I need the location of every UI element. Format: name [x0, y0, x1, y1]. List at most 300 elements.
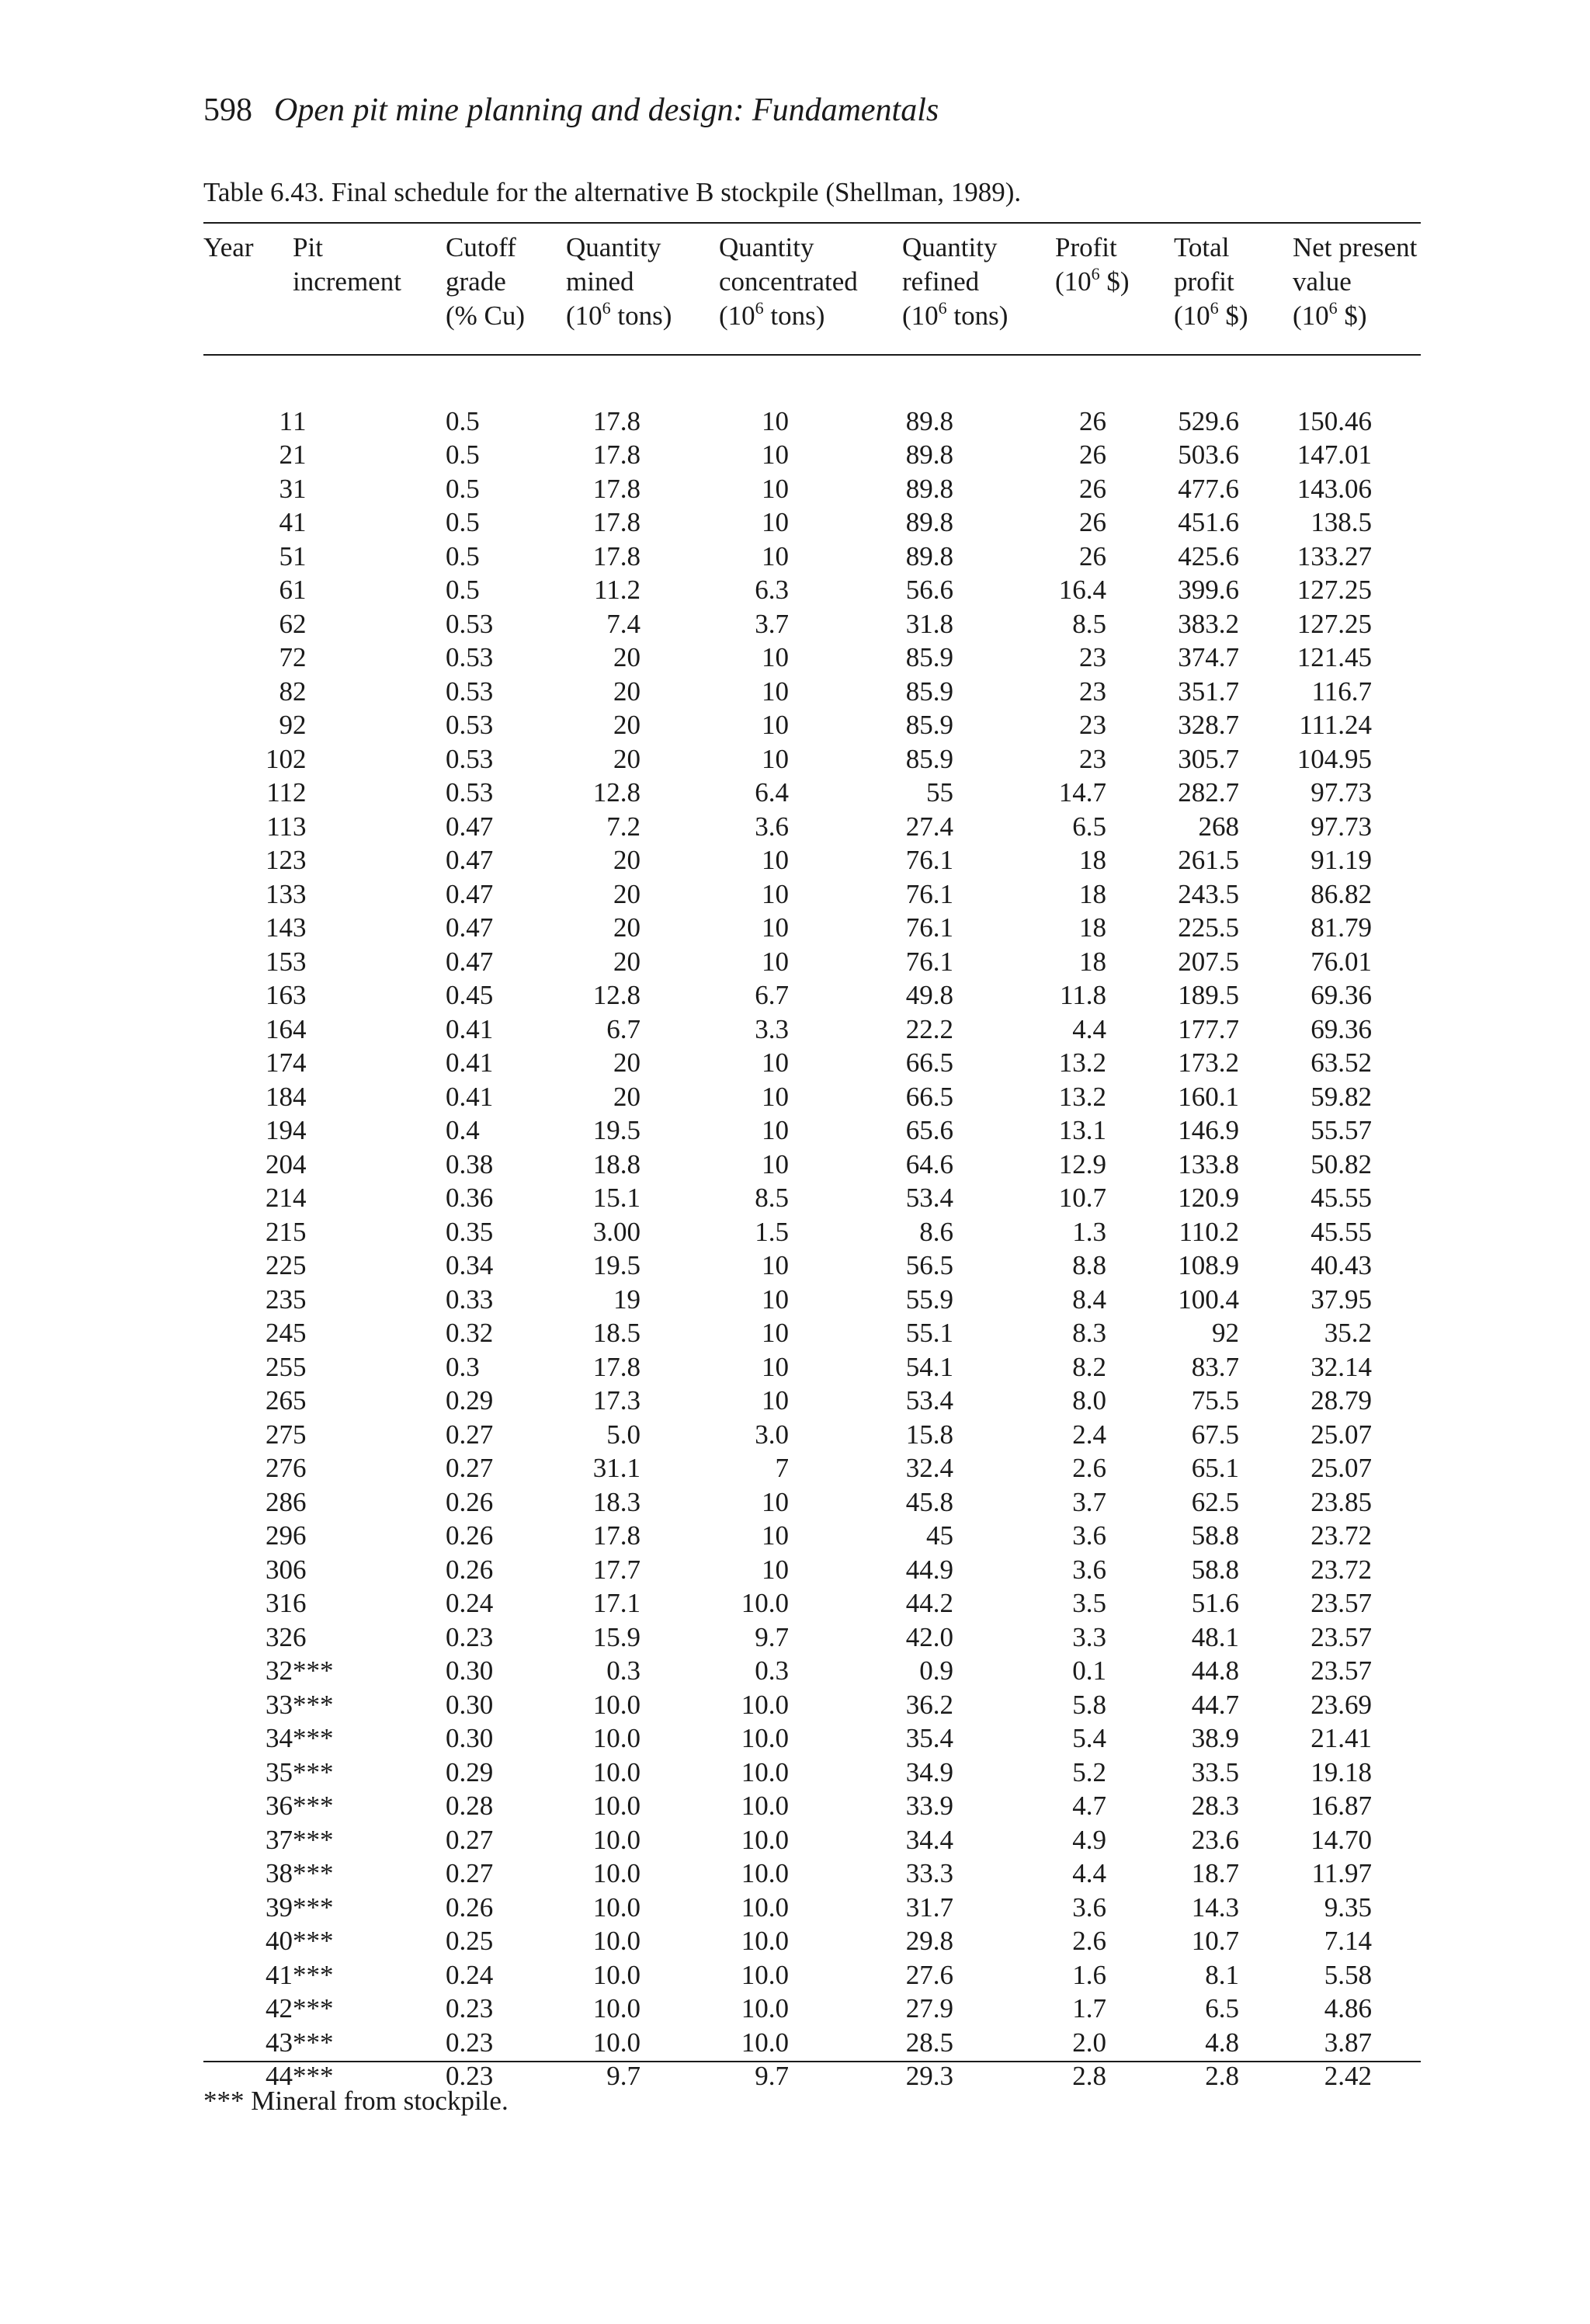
cutoff-grade-cell: 0.41 [446, 1047, 494, 1078]
cutoff-grade-cell: 0.29 [446, 1385, 494, 1416]
quantity-refined-cell: 76.1 [905, 845, 953, 875]
quantity-concentrated-cell: 0.3 [755, 1655, 789, 1686]
table-row [203, 1519, 1421, 1553]
quantity-concentrated-cell: 10 [762, 1486, 789, 1517]
spacer-row [203, 370, 1421, 405]
table-row [203, 1080, 1421, 1114]
profit-cell: 2.0 [1072, 2027, 1106, 2058]
total-profit-cell: 14.3 [1191, 1892, 1239, 1923]
cutoff-grade-cell: 0.27 [446, 1419, 494, 1450]
table-header [203, 231, 1421, 370]
pit-increment-cell: 3 [293, 845, 307, 875]
table-row [203, 1215, 1421, 1249]
pit-increment-cell: 6 [293, 1520, 307, 1551]
quantity-concentrated-cell: 1.5 [755, 1216, 789, 1247]
column-header [1174, 231, 1293, 370]
quantity-refined-cell: 45 [926, 1520, 953, 1551]
table-row [203, 1924, 1421, 1958]
year-cell: 21 [266, 1216, 293, 1247]
year-cell: 6 [279, 575, 293, 605]
total-profit-cell: 100.4 [1178, 1284, 1239, 1315]
cutoff-grade-cell: 0.53 [446, 608, 494, 639]
cutoff-grade-cell: 0.41 [446, 1013, 494, 1044]
year-cell: 30 [266, 1554, 293, 1585]
year-cell: 33 [266, 1689, 293, 1720]
quantity-mined-cell: 17.8 [592, 540, 641, 571]
pit-increment-cell: 4 [293, 1148, 307, 1179]
quantity-concentrated-cell: 10 [762, 405, 789, 436]
total-profit-cell: 305.7 [1178, 743, 1239, 774]
page-header [203, 92, 939, 129]
running-title: Open pit mine planning and design: Fundamentals [274, 92, 939, 128]
table-row [203, 1756, 1421, 1790]
total-profit-cell: 92 [1212, 1318, 1239, 1348]
profit-cell: 13.2 [1058, 1047, 1106, 1078]
year-cell: 29 [266, 1520, 293, 1551]
column-header [1055, 231, 1174, 370]
year-cell: 23 [266, 1284, 293, 1315]
quantity-concentrated-cell: 3.7 [755, 608, 789, 639]
pit-increment-cell: 5 [293, 1419, 307, 1450]
cutoff-grade-cell: 0.24 [446, 1588, 494, 1618]
year-cell: 32 [266, 1655, 293, 1686]
year-cell: 39 [266, 1892, 293, 1923]
table-row [203, 1823, 1421, 1857]
quantity-mined-cell: 17.7 [592, 1554, 641, 1585]
quantity-refined-cell: 33.3 [905, 1858, 953, 1888]
quantity-mined-cell: 7.2 [606, 811, 641, 842]
quantity-concentrated-cell: 10.0 [741, 1993, 789, 2024]
table-row [203, 1586, 1421, 1621]
year-cell: 11 [266, 777, 293, 808]
quantity-concentrated-cell: 10.0 [741, 1959, 789, 1990]
table-row [203, 1654, 1421, 1688]
pit-increment-cell: 1 [293, 507, 307, 537]
quantity-mined-cell: 5.0 [606, 1419, 641, 1450]
cutoff-grade-cell: 0.5 [446, 575, 480, 605]
pit-increment-cell: 6 [293, 1588, 307, 1618]
cutoff-grade-cell: 0.35 [446, 1216, 494, 1247]
quantity-concentrated-cell: 10.0 [741, 1926, 789, 1956]
table-row [203, 1992, 1421, 2026]
table-top-rule [203, 222, 1421, 224]
total-profit-cell: 268 [1198, 811, 1239, 842]
pit-increment-cell: 3 [293, 811, 307, 842]
year-cell: 3 [279, 473, 293, 504]
net-present-value-cell: 23.57 [1311, 1588, 1372, 1618]
column-header-line: Profit [1055, 232, 1117, 262]
table-row [203, 810, 1421, 844]
quantity-mined-cell: 19 [613, 1284, 641, 1315]
quantity-concentrated-cell: 10.0 [741, 2027, 789, 2058]
cutoff-grade-cell: 0.47 [446, 878, 494, 909]
net-present-value-cell: 86.82 [1311, 878, 1372, 909]
total-profit-cell: 6.5 [1205, 1993, 1239, 2024]
profit-cell: 26 [1079, 405, 1106, 436]
quantity-concentrated-cell: 10 [762, 1148, 789, 1179]
quantity-refined-cell: 85.9 [905, 710, 953, 740]
quantity-refined-cell: 55 [926, 777, 953, 808]
quantity-refined-cell: 76.1 [905, 912, 953, 943]
column-header-line: ($10^6$ tons) [566, 298, 672, 331]
year-cell: 44 [266, 2061, 293, 2091]
quantity-refined-cell: 15.8 [905, 1419, 953, 1450]
profit-cell: 3.6 [1072, 1554, 1106, 1585]
year-cell: 38 [266, 1858, 293, 1888]
column-header-line: grade [446, 266, 506, 297]
quantity-mined-cell: 10.0 [592, 1959, 641, 1990]
quantity-refined-cell: 55.1 [905, 1318, 953, 1348]
quantity-concentrated-cell: 6.7 [755, 980, 789, 1010]
year-cell: 5 [279, 540, 293, 571]
cutoff-grade-cell: 0.30 [446, 1723, 494, 1753]
net-present-value-cell: 111.24 [1299, 710, 1372, 740]
net-present-value-cell: 40.43 [1311, 1250, 1372, 1280]
profit-cell: 11.8 [1060, 980, 1106, 1010]
pit-increment-cell: *** [293, 1791, 334, 1821]
year-cell: 18 [266, 1081, 293, 1112]
quantity-concentrated-cell: 10.0 [741, 1858, 789, 1888]
quantity-refined-cell: 56.6 [905, 575, 953, 605]
cutoff-grade-cell: 0.23 [446, 1621, 494, 1652]
net-present-value-cell: 23.69 [1311, 1689, 1372, 1720]
quantity-refined-cell: 89.8 [905, 540, 953, 571]
pit-increment-cell: 3 [293, 946, 307, 977]
quantity-concentrated-cell: 10 [762, 1115, 789, 1145]
quantity-mined-cell: 20 [613, 710, 641, 740]
year-cell: 8 [279, 676, 293, 707]
quantity-concentrated-cell: 10 [762, 1081, 789, 1112]
pit-increment-cell: 5 [293, 1385, 307, 1416]
table-row [203, 1384, 1421, 1418]
quantity-mined-cell: 10.0 [592, 1926, 641, 1956]
cutoff-grade-cell: 0.5 [446, 405, 480, 436]
quantity-concentrated-cell: 8.5 [755, 1183, 789, 1213]
table-row [203, 978, 1421, 1013]
profit-cell: 26 [1079, 507, 1106, 537]
total-profit-cell: 44.7 [1191, 1689, 1239, 1720]
profit-cell: 8.2 [1072, 1351, 1106, 1382]
quantity-refined-cell: 44.9 [905, 1554, 953, 1585]
pit-increment-cell: 5 [293, 1284, 307, 1315]
column-header [446, 231, 566, 370]
quantity-mined-cell: 18.5 [592, 1318, 641, 1348]
profit-cell: 2.8 [1072, 2061, 1106, 2091]
quantity-concentrated-cell: 10 [762, 473, 789, 504]
quantity-refined-cell: 53.4 [905, 1385, 953, 1416]
pit-increment-cell: 2 [293, 608, 307, 639]
quantity-mined-cell: 20 [613, 878, 641, 909]
column-header-line: mined [566, 266, 634, 297]
quantity-refined-cell: 89.8 [905, 507, 953, 537]
net-present-value-cell: 76.01 [1311, 946, 1372, 977]
quantity-mined-cell: 20 [613, 1047, 641, 1078]
table-row [203, 1350, 1421, 1384]
column-header-line: increment [293, 266, 401, 297]
net-present-value-cell: 147.01 [1297, 439, 1372, 470]
year-cell: 14 [266, 912, 293, 943]
quantity-concentrated-cell: 10.0 [741, 1723, 789, 1753]
pit-increment-cell: *** [293, 1689, 334, 1720]
quantity-mined-cell: 20 [613, 946, 641, 977]
total-profit-cell: 146.9 [1178, 1115, 1239, 1145]
table-body [203, 370, 1421, 2093]
year-cell: 26 [266, 1385, 293, 1416]
quantity-refined-cell: 8.6 [919, 1216, 953, 1247]
total-profit-cell: 108.9 [1178, 1250, 1239, 1280]
table-row [203, 540, 1421, 574]
net-present-value-cell: 133.27 [1297, 540, 1372, 571]
quantity-refined-cell: 66.5 [905, 1047, 953, 1078]
table-row [203, 1316, 1421, 1350]
profit-cell: 0.1 [1072, 1655, 1106, 1686]
total-profit-cell: 4.8 [1205, 2027, 1239, 2058]
quantity-concentrated-cell: 10.0 [741, 1689, 789, 1720]
quantity-concentrated-cell: 10 [762, 1318, 789, 1348]
table-row [203, 405, 1421, 439]
total-profit-cell: 173.2 [1178, 1047, 1239, 1078]
net-present-value-cell: 7.14 [1324, 1926, 1372, 1956]
year-cell: 11 [266, 811, 293, 842]
quantity-concentrated-cell: 7 [775, 1453, 789, 1483]
total-profit-cell: 503.6 [1178, 439, 1239, 470]
net-present-value-cell: 37.95 [1311, 1284, 1372, 1315]
year-cell: 35 [266, 1756, 293, 1787]
pit-increment-cell: 2 [293, 676, 307, 707]
total-profit-cell: 225.5 [1178, 912, 1239, 943]
year-cell: 2 [279, 439, 293, 470]
column-header-line: Pit [293, 232, 323, 262]
year-cell: 24 [266, 1318, 293, 1348]
column-header-line: value [1293, 266, 1352, 297]
quantity-refined-cell: 89.8 [905, 473, 953, 504]
pit-increment-cell: 2 [293, 642, 307, 672]
net-present-value-cell: 59.82 [1311, 1081, 1372, 1112]
net-present-value-cell: 11.97 [1311, 1858, 1372, 1888]
profit-cell: 10.7 [1058, 1183, 1106, 1213]
total-profit-cell: 120.9 [1178, 1183, 1239, 1213]
column-header-line: Year [203, 232, 254, 262]
year-cell: 32 [266, 1621, 293, 1652]
pit-increment-cell: *** [293, 1824, 334, 1855]
net-present-value-cell: 23.72 [1311, 1554, 1372, 1585]
total-profit-cell: 58.8 [1191, 1520, 1239, 1551]
net-present-value-cell: 81.79 [1311, 912, 1372, 943]
quantity-mined-cell: 12.8 [592, 777, 641, 808]
net-present-value-cell: 23.57 [1311, 1655, 1372, 1686]
year-cell: 19 [266, 1115, 293, 1145]
total-profit-cell: 67.5 [1191, 1419, 1239, 1450]
quantity-refined-cell: 28.5 [905, 2027, 953, 2058]
year-cell: 43 [266, 2027, 293, 2058]
pit-increment-cell: 2 [293, 777, 307, 808]
year-cell: 34 [266, 1723, 293, 1753]
total-profit-cell: 44.8 [1191, 1655, 1239, 1686]
quantity-mined-cell: 20 [613, 743, 641, 774]
quantity-concentrated-cell: 10.0 [741, 1588, 789, 1618]
quantity-concentrated-cell: 10.0 [741, 1892, 789, 1923]
quantity-mined-cell: 31.1 [592, 1453, 641, 1483]
quantity-refined-cell: 31.8 [905, 608, 953, 639]
profit-cell: 8.3 [1072, 1318, 1106, 1348]
cutoff-grade-cell: 0.47 [446, 845, 494, 875]
pit-increment-cell: 1 [293, 540, 307, 571]
column-header-line: Quantity [719, 232, 814, 262]
net-present-value-cell: 3.87 [1324, 2027, 1372, 2058]
cutoff-grade-cell: 0.26 [446, 1554, 494, 1585]
column-header-line: ($10^6$ $) [1293, 298, 1367, 331]
pit-increment-cell: 4 [293, 1081, 307, 1112]
pit-increment-cell: *** [293, 1892, 334, 1923]
total-profit-cell: 189.5 [1178, 980, 1239, 1010]
table-row [203, 843, 1421, 877]
profit-cell: 8.8 [1072, 1250, 1106, 1280]
year-cell: 21 [266, 1183, 293, 1213]
pit-increment-cell: 6 [293, 1621, 307, 1652]
year-cell: 40 [266, 1926, 293, 1956]
quantity-mined-cell: 10.0 [592, 2027, 641, 2058]
total-profit-cell: 529.6 [1178, 405, 1239, 436]
total-profit-cell: 351.7 [1178, 676, 1239, 707]
cutoff-grade-cell: 0.5 [446, 473, 480, 504]
profit-cell: 4.4 [1072, 1013, 1106, 1044]
total-profit-cell: 2.8 [1205, 2061, 1239, 2091]
pit-increment-cell: *** [293, 1993, 334, 2024]
total-profit-cell: 207.5 [1178, 946, 1239, 977]
table-row [203, 1283, 1421, 1317]
cutoff-grade-cell: 0.32 [446, 1318, 494, 1348]
quantity-mined-cell: 20 [613, 642, 641, 672]
quantity-mined-cell: 10.0 [592, 1756, 641, 1787]
profit-cell: 12.9 [1058, 1148, 1106, 1179]
column-header-line: ($10^6$ $) [1174, 298, 1248, 331]
cutoff-grade-cell: 0.45 [446, 980, 494, 1010]
profit-cell: 13.2 [1058, 1081, 1106, 1112]
pit-increment-cell: 1 [293, 439, 307, 470]
net-present-value-cell: 121.45 [1297, 642, 1372, 672]
pit-increment-cell: 5 [293, 1216, 307, 1247]
schedule-table [203, 231, 1421, 2093]
year-cell: 6 [279, 608, 293, 639]
table-row [203, 607, 1421, 641]
quantity-concentrated-cell: 10 [762, 845, 789, 875]
table-row [203, 911, 1421, 945]
quantity-concentrated-cell: 10 [762, 912, 789, 943]
total-profit-cell: 282.7 [1178, 777, 1239, 808]
quantity-refined-cell: 27.6 [905, 1959, 953, 1990]
table-row [203, 1013, 1421, 1047]
quantity-concentrated-cell: 10.0 [741, 1824, 789, 1855]
column-header-line: ($10^6$ tons) [719, 298, 825, 331]
cutoff-grade-cell: 0.30 [446, 1655, 494, 1686]
table-row [203, 1721, 1421, 1756]
column-header [902, 231, 1055, 370]
year-cell: 27 [266, 1419, 293, 1450]
net-present-value-cell: 2.42 [1324, 2061, 1372, 2091]
quantity-mined-cell: 15.9 [592, 1621, 641, 1652]
table-row [203, 1418, 1421, 1452]
total-profit-cell: 110.2 [1179, 1216, 1239, 1247]
quantity-refined-cell: 49.8 [905, 980, 953, 1010]
year-cell: 31 [266, 1588, 293, 1618]
total-profit-cell: 23.6 [1191, 1824, 1239, 1855]
table-row [203, 742, 1421, 776]
quantity-mined-cell: 10.0 [592, 1723, 641, 1753]
profit-cell: 18 [1079, 912, 1106, 943]
profit-cell: 18 [1079, 878, 1106, 909]
quantity-concentrated-cell: 9.7 [755, 1621, 789, 1652]
quantity-mined-cell: 17.8 [592, 507, 641, 537]
net-present-value-cell: 9.35 [1324, 1892, 1372, 1923]
quantity-refined-cell: 76.1 [905, 946, 953, 977]
table-row [203, 1451, 1421, 1485]
cutoff-grade-cell: 0.53 [446, 710, 494, 740]
pit-increment-cell: 5 [293, 1250, 307, 1280]
total-profit-cell: 261.5 [1178, 845, 1239, 875]
column-header [203, 231, 293, 370]
profit-cell: 8.5 [1072, 608, 1106, 639]
net-present-value-cell: 4.86 [1324, 1993, 1372, 2024]
quantity-mined-cell: 20 [613, 845, 641, 875]
pit-increment-cell: *** [293, 2061, 334, 2091]
table-row [203, 1789, 1421, 1823]
profit-cell: 5.8 [1072, 1689, 1106, 1720]
profit-cell: 26 [1079, 439, 1106, 470]
profit-cell: 1.3 [1072, 1216, 1106, 1247]
quantity-refined-cell: 56.5 [905, 1250, 953, 1280]
profit-cell: 23 [1079, 743, 1106, 774]
quantity-refined-cell: 32.4 [905, 1453, 953, 1483]
net-present-value-cell: 32.14 [1311, 1351, 1372, 1382]
quantity-mined-cell: 10.0 [592, 1824, 641, 1855]
column-header-line: concentrated [719, 266, 858, 297]
net-present-value-cell: 97.73 [1311, 811, 1372, 842]
cutoff-grade-cell: 0.5 [446, 507, 480, 537]
profit-cell: 6.5 [1072, 811, 1106, 842]
cutoff-grade-cell: 0.26 [446, 1520, 494, 1551]
total-profit-cell: 425.6 [1178, 540, 1239, 571]
cutoff-grade-cell: 0.26 [446, 1486, 494, 1517]
quantity-mined-cell: 15.1 [592, 1183, 641, 1213]
cutoff-grade-cell: 0.26 [446, 1892, 494, 1923]
total-profit-cell: 399.6 [1178, 575, 1239, 605]
net-present-value-cell: 69.36 [1311, 1013, 1372, 1044]
quantity-refined-cell: 85.9 [905, 676, 953, 707]
quantity-mined-cell: 7.4 [606, 608, 641, 639]
year-cell: 37 [266, 1824, 293, 1855]
profit-cell: 1.6 [1072, 1959, 1106, 1990]
quantity-concentrated-cell: 10 [762, 1047, 789, 1078]
quantity-refined-cell: 89.8 [905, 439, 953, 470]
total-profit-cell: 38.9 [1191, 1723, 1239, 1753]
profit-cell: 3.3 [1072, 1621, 1106, 1652]
table-row [203, 1553, 1421, 1587]
profit-cell: 3.6 [1072, 1520, 1106, 1551]
cutoff-grade-cell: 0.34 [446, 1250, 494, 1280]
cutoff-grade-cell: 0.47 [446, 946, 494, 977]
cutoff-grade-cell: 0.27 [446, 1858, 494, 1888]
table-row [203, 675, 1421, 709]
table-row [203, 1485, 1421, 1520]
profit-cell: 3.6 [1072, 1892, 1106, 1923]
total-profit-cell: 160.1 [1178, 1081, 1239, 1112]
quantity-concentrated-cell: 10 [762, 878, 789, 909]
table-row [203, 776, 1421, 810]
quantity-mined-cell: 18.8 [592, 1148, 641, 1179]
column-header-line: refined [902, 266, 980, 297]
quantity-mined-cell: 17.8 [592, 1520, 641, 1551]
profit-cell: 18 [1079, 845, 1106, 875]
